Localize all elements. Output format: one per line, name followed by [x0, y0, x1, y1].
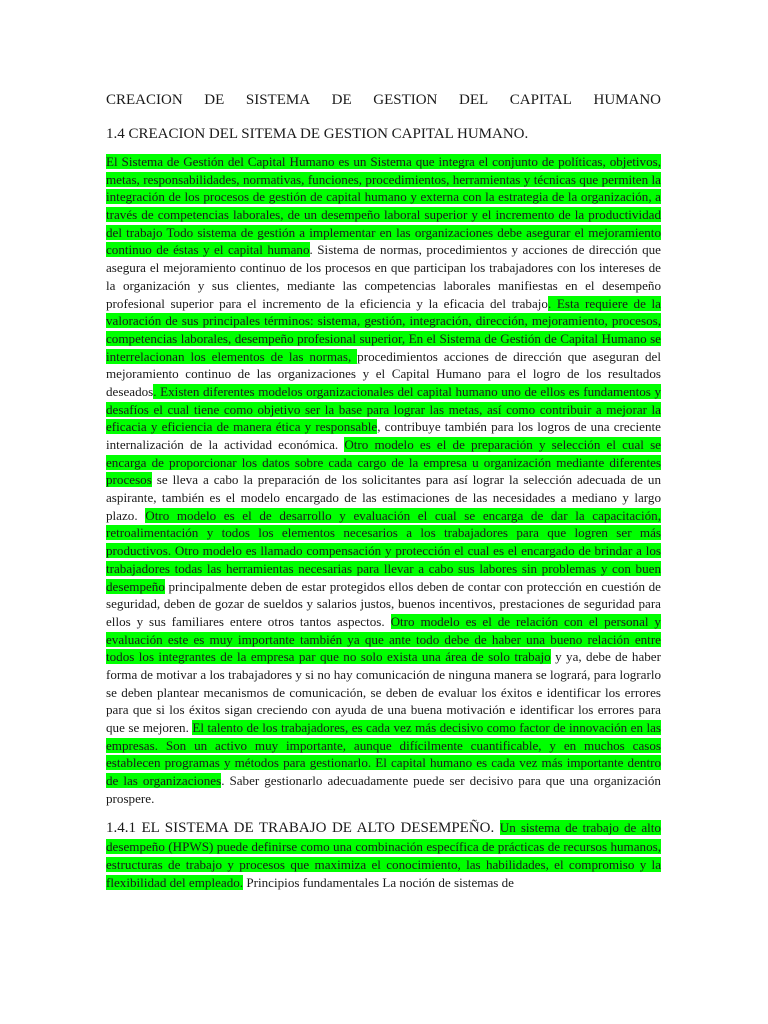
- title-word: CAPITAL: [509, 92, 572, 108]
- highlighted-text-run: Otro modelo es el de preparación y selección el cual se encarga de proporcionar los datos sobre cada cargo de la empresa u organización mediante diferentes procesos: [106, 437, 661, 488]
- highlighted-text-run: Otro modelo es el de relación con el personal y evaluación este es muy importante también ya que ante todo debe de haber una bueno relación entre todos los integrantes de la empresa par que no solo exista una área de solo trabajo: [106, 613, 661, 665]
- text-run: principalmente deben de estar protegidos ellos deben de contar con protección en cuestión de seguridad, deben de gozar de sueldos y salarios justos, buenos incentivos, prestaciones de seguridad para ellos y sus familiares entere otros tantos aspectos.: [106, 578, 661, 629]
- title-word: DE: [204, 92, 225, 108]
- highlighted-text-run: El talento de los trabajadores, es cada vez más decisivo como factor de innovación en las empresas. Son un activo muy importante, aunque difícilmente cuantificable, y en muchos casos establecen programas y métodos para gestionarlo. El capital humano es cada vez más importante dentro de las organizaciones: [106, 720, 662, 789]
- text-run: 1.4.1 EL SISTEMA DE TRABAJO DE ALTO DESEMPEÑO.: [106, 820, 500, 837]
- text-run: se lleva a cabo la preparación de los solicitantes para así lograr la selección adecuada de un aspirante, también es el modelo encargado de las estimaciones de las necesidades a mediano y largo plazo.: [106, 472, 661, 523]
- text-run: y ya, debe de haber forma de motivar a los trabajadores y si no hay comunicación de ninguna manera se logrará, para lograrlo se deben plantear mecanismos de comunicación, se deben de evaluar los éxitos e identificar los errores para que si los éxitos sigan creciendo con ayuda de una buena motivación e identificar los errores para que se mejoren.: [106, 649, 661, 735]
- highlighted-text-run: El Sistema de Gestión del Capital Humano es un Sistema que integra el conjunto de políticas, objetivos, metas, responsabilidades, normativas, funciones, procedimientos, herramientas y técnicas que permiten la integración de los procesos de gestión de capital humano y externa con la estrategia de la organización, a través de competencias laborales, de un desempeño laboral superior y el incremento de la productividad del trabajo Todo sistema de gestión a implementar en las organizaciones debe asegurar el mejoramiento continuo de éstas y el capital humano: [106, 154, 661, 258]
- title-word: DEL: [459, 92, 489, 108]
- title-word: SISTEMA: [245, 92, 311, 108]
- body-paragraph-2: [106, 819, 661, 891]
- highlighted-text-run: . Esta requiere de la valoración de sus principales términos: sistema, gestión, integración, dirección, mejoramiento, procesos, competencias laborales, desempeño profesional superior, En el Sistema de Gestión de Capital Humano se interrelacionan los elementos de las normas,: [106, 295, 661, 364]
- text-run: . Sistema de normas, procedimientos y acciones de dirección que asegura el mejoramiento continuo de los procesos en que participan los trabajadores con los intereses de la organización y sus clientes, mediante las competencias laborales manifiestas en el desempeño profesional superior para el incremento de la eficiencia y la eficacia del trabajo: [106, 242, 661, 311]
- highlighted-text-run: Otro modelo es el de desarrollo y evaluación el cual se encarga de dar la capacitación, retroalimentación y todos los elementos necesarios a los trabajadores para que logren ser más productivos. Otro modelo es llamado compensación y protección el cual es el encargado de brindar a los trabajadores todas las herramientas necesarias para llevar a cabo sus labores sin problemas y con buen desempeño: [106, 507, 661, 594]
- title-word: GESTION: [373, 92, 438, 108]
- title-word: CREACION: [106, 92, 183, 108]
- body-paragraph-1: [106, 153, 661, 807]
- document-title: [106, 91, 661, 109]
- text-run: Principios fundamentales La noción de sistemas de: [243, 874, 514, 890]
- text-run: . Saber gestionarlo adecuadamente puede ser decisivo para que una organización prospere.: [106, 773, 661, 806]
- document-page: [106, 91, 661, 891]
- highlighted-text-run: Un sistema de trabajo de alto desempeño (HPWS) puede definirse como una combinación específica de prácticas de recursos humanos, estructuras de trabajo y procesos que maximiza el conocimiento, las habilidades, el compromiso y la flexibilidad del empleado.: [106, 820, 661, 890]
- title-word: HUMANO: [593, 92, 661, 108]
- text-run: , contribuye también para los logros de una creciente internalización de la actividad económica.: [106, 419, 661, 452]
- title-word: DE: [331, 92, 352, 108]
- text-run: procedimientos acciones de dirección que aseguran del mejoramiento continuo de las organizaciones y el Capital Humano para el logro de los resultados deseados: [106, 348, 661, 399]
- section-heading: 1.4 CREACION DEL SITEMA DE GESTION CAPITAL HUMANO.: [106, 126, 529, 142]
- highlighted-text-run: . Existen diferentes modelos organizacionales del capital humano uno de ellos es fundamentos y desafíos el cual tiene como objetivo ser la base para lograr las metas, así como contribuir a mejorar la eficacia y eficiencia de manera ética y responsable: [106, 383, 661, 435]
